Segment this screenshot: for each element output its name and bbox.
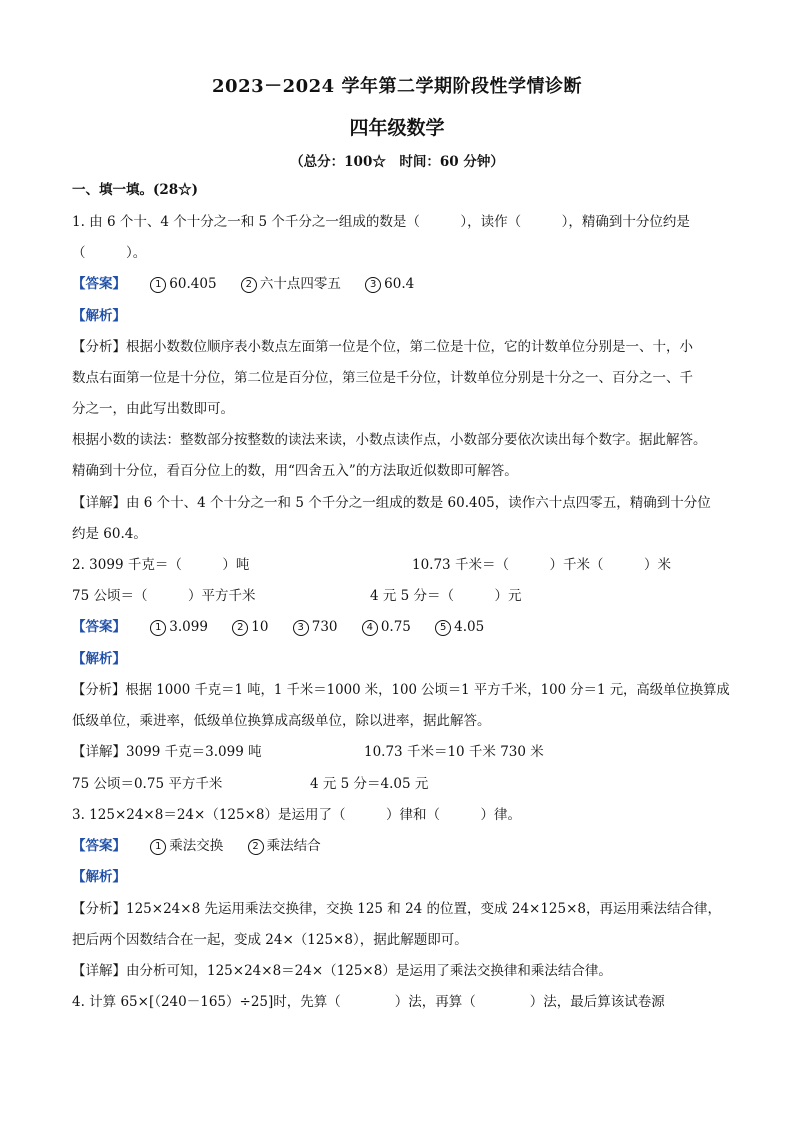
q1-analysis-line: 根据小数的读法：整数部分按整数的读法来读，小数点读作点，小数部分要依次读出每个数字。据此解答。: [72, 432, 707, 448]
answer-item: 1 乘法交换: [150, 836, 223, 856]
answer-item: 4 0.75: [362, 617, 411, 637]
q1-line2: （ ）。: [72, 245, 147, 261]
q2-row2-left: 75 公顷＝（ ）平方千米: [72, 588, 256, 604]
q1-line1: 1. 由 6 个十、4 个十分之一和 5 个千分之一组成的数是（ ），读作（ ），精确到十分位约是: [72, 214, 690, 230]
q1-analysis-line: 【分析】根据小数数位顺序表小数点左面第一位是个位，第二位是十位，它的计数单位分别是一、十，小: [72, 339, 693, 355]
q2-analysis-line: 低级单位，乘进率，低级单位换算成高级单位，除以进率，据此解答。: [72, 713, 491, 729]
answer-item: 3 60.4: [365, 274, 414, 294]
section-heading: 一、填一填。(28☆): [72, 182, 199, 198]
q3-detail: 【详解】由分析可知，125×24×8＝24×（125×8）是运用了乘法交换律和乘法结合律。: [72, 963, 612, 979]
q3-answer: [72, 836, 321, 856]
answer-label: 【答案】: [72, 276, 126, 292]
q1-analysis-line: 分之一，由此写出数即可。: [72, 401, 234, 417]
analysis-label: 【解析】: [72, 651, 126, 667]
q3-analysis-line: 把后两个因数结合在一起，变成 24×（125×8），据此解题即可。: [72, 932, 468, 948]
q2-detail-row1-right: 10.73 千米＝10 千米 730 米: [364, 744, 544, 760]
q2-detail-row1-left: 【详解】3099 千克＝3.099 吨: [72, 744, 262, 760]
q1-detail-line: 【详解】由 6 个十、4 个十分之一和 5 个千分之一组成的数是 60.405，读作六十点四零五，精确到十分位: [72, 495, 711, 511]
q3-question: 3. 125×24×8＝24×（125×8）是运用了（ ）律和（ ）律。: [72, 807, 521, 823]
q1-analysis-line: 精确到十分位，看百分位上的数，用“四舍五入”的方法取近似数即可解答。: [72, 463, 518, 479]
q1-detail-line: 约是 60.4。: [72, 526, 147, 542]
answer-item: 2 六十点四零五: [241, 274, 341, 294]
analysis-label: 【解析】: [72, 869, 126, 885]
q1-answer: [72, 274, 414, 294]
exam-subject: 四年级数学: [349, 117, 445, 139]
q2-detail-row2-right: 4 元 5 分＝4.05 元: [310, 776, 429, 792]
answer-item: 1 3.099: [150, 617, 208, 637]
q1-analysis-line: 数点右面第一位是十分位，第二位是百分位，第三位是千分位，计数单位分别是十分之一、百分之一、千: [72, 370, 693, 386]
answer-item: 2 10: [232, 617, 268, 637]
q2-row1-right: 10.73 千米＝（ ）千米（ ）米: [412, 557, 671, 573]
exam-info: （总分：100☆ 时间：60 分钟）: [290, 154, 504, 170]
q4-question: 4. 计算 65×[（240－165）÷25]时，先算（ ）法，再算（ ）法，最后算该试卷源: [72, 994, 665, 1010]
exam-title: 2023－2024 学年第二学期阶段性学情诊断: [212, 76, 582, 97]
answer-item: 2 乘法结合: [248, 836, 321, 856]
q2-detail-row2-left: 75 公顷＝0.75 平方千米: [72, 776, 223, 792]
q2-row1-left: 2. 3099 千克＝（ ）吨: [72, 557, 250, 573]
analysis-label: 【解析】: [72, 308, 126, 324]
q2-analysis-line: 【分析】根据 1000 千克＝1 吨，1 千米＝1000 米，100 公顷＝1 平方千米，100 分＝1 元，高级单位换算成: [72, 682, 730, 698]
answer-label: 【答案】: [72, 619, 126, 635]
q3-analysis-line: 【分析】125×24×8 先运用乘法交换律，交换 125 和 24 的位置，变成 24×125×8，再运用乘法结合律，: [72, 901, 722, 917]
answer-item: 1 60.405: [150, 274, 216, 294]
q2-answer: [72, 617, 484, 637]
answer-item: 5 4.05: [435, 617, 484, 637]
answer-item: 3 730: [293, 617, 338, 637]
q2-row2-right: 4 元 5 分＝（ ）元: [370, 588, 522, 604]
answer-label: 【答案】: [72, 838, 126, 854]
